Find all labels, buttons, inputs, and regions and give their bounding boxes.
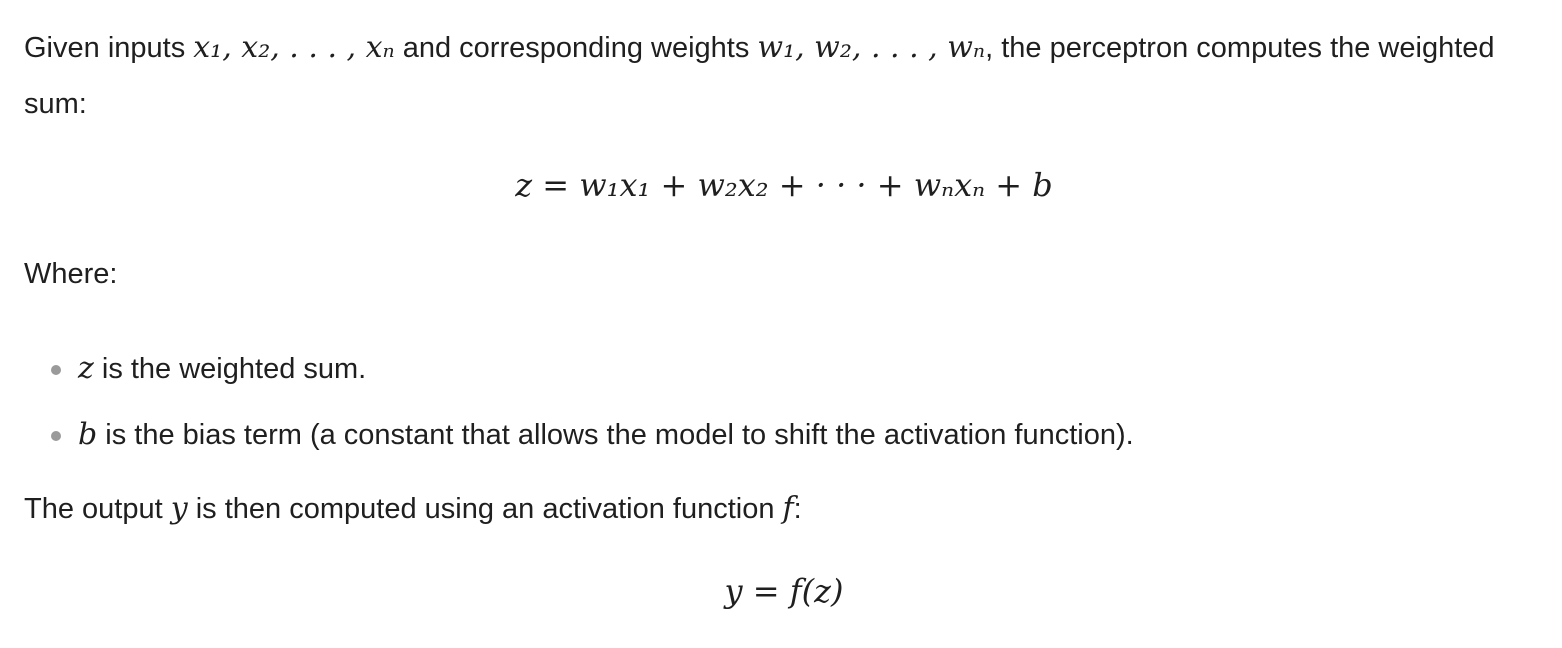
output-var: y	[170, 491, 188, 526]
bullet-symbol: z	[78, 351, 94, 386]
inputs-math: x₁, x₂, . . . , xₙ	[193, 30, 395, 65]
activation-func: f	[782, 491, 794, 526]
intro-paragraph	[24, 20, 1544, 132]
bullet-text: is the weighted sum.	[93, 353, 367, 385]
output-text-mid: is then computed using an activation function	[187, 493, 783, 525]
intro-text-mid: and corresponding weights	[394, 32, 758, 64]
output-text-pre: The output	[24, 493, 171, 525]
bullet-dot	[51, 431, 61, 441]
output-text-post: :	[793, 493, 802, 525]
weighted-sum-equation: z = w₁x₁ + w₂x₂ + · · · + wₙxₙ + b	[515, 166, 1053, 204]
list-item	[24, 402, 1134, 468]
where-label: Where:	[24, 258, 118, 290]
intro-text-pre: Given inputs	[24, 32, 194, 64]
intro-text-post: , the perceptron computes the weighted sum:	[24, 32, 1495, 120]
activation-equation: y = f(z)	[724, 572, 844, 610]
weights-math: w₁, w₂, . . . , wₙ	[757, 30, 986, 65]
output-paragraph	[24, 481, 802, 537]
list-item	[24, 336, 1134, 402]
bullet-text: is the bias term (a constant that allows the model to shift the activation function).	[97, 419, 1134, 451]
definitions-list	[24, 336, 1134, 468]
bullet-symbol: b	[78, 417, 98, 452]
bullet-dot	[51, 365, 61, 375]
